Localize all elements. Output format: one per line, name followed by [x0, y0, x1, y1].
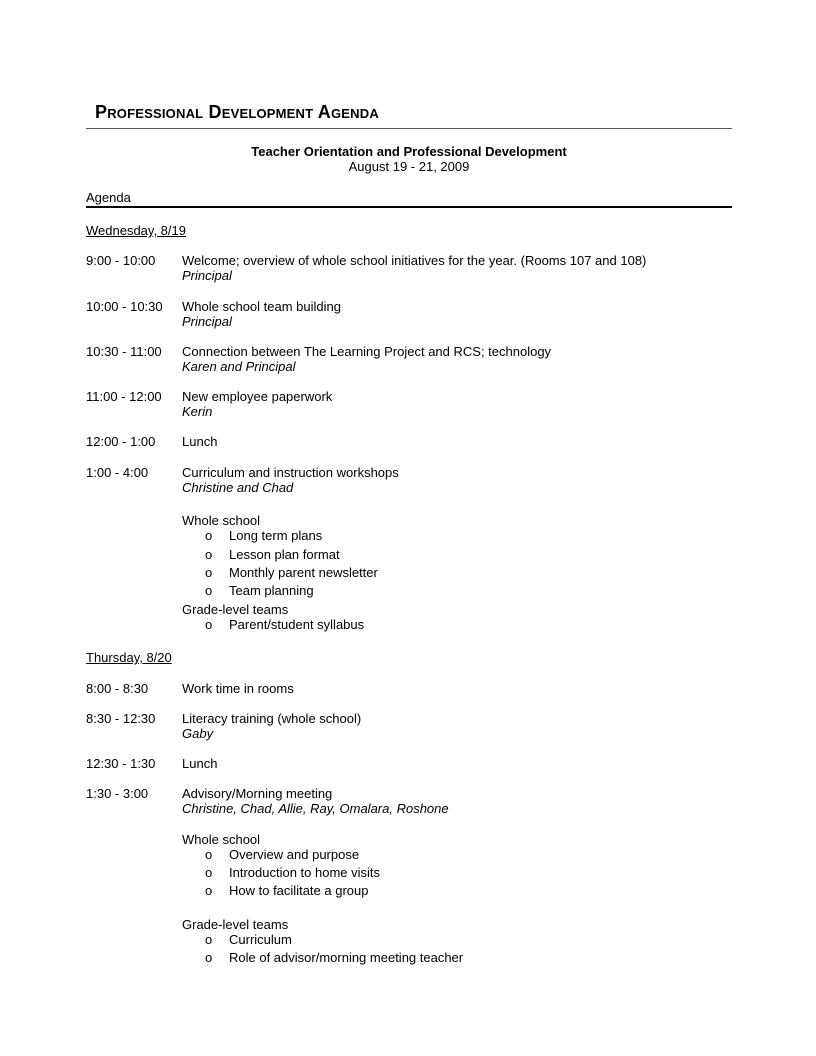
session-presenter: Christine and Chad [182, 480, 294, 495]
bullet-icon: o [205, 883, 213, 898]
list-item-text: Curriculum [229, 932, 292, 947]
session-activity: Advisory/Morning meeting [182, 786, 333, 801]
session-activity: New employee paperwork [182, 389, 333, 404]
group-label: Grade-level teams [182, 602, 289, 617]
list-item-text: Introduction to home visits [229, 865, 381, 880]
list-item-text: Long term plans [229, 528, 323, 543]
list-item [205, 528, 322, 543]
group-label: Grade-level teams [182, 917, 289, 932]
list-item [205, 865, 380, 880]
list-item-text: Team planning [229, 583, 314, 598]
list-item [205, 932, 292, 947]
session-presenter: Principal [182, 268, 232, 283]
list-item-text: Overview and purpose [229, 847, 360, 862]
bullet-icon: o [205, 583, 213, 598]
section-divider [86, 206, 732, 208]
session-activity: Literacy training (whole school) [182, 711, 362, 726]
session-time: 9:00 - 10:00 [86, 253, 156, 268]
session-activity: Curriculum and instruction workshops [182, 465, 399, 480]
session-time: 12:30 - 1:30 [86, 756, 156, 771]
list-item [205, 950, 463, 965]
list-item-text: How to facilitate a group [229, 883, 369, 898]
list-item-text: Monthly parent newsletter [229, 565, 378, 580]
session-activity: Work time in rooms [182, 681, 294, 696]
bullet-icon: o [205, 528, 213, 543]
session-presenter: Christine, Chad, Allie, Ray, Omalara, Roshone [182, 801, 449, 816]
title-divider [86, 128, 732, 129]
list-item-text: Lesson plan format [229, 547, 340, 562]
page-title: Professional Development Agenda [95, 102, 379, 122]
bullet-icon: o [205, 565, 213, 580]
session-presenter: Kerin [182, 404, 213, 419]
session-time: 12:00 - 1:00 [86, 434, 156, 449]
session-time: 8:30 - 12:30 [86, 711, 156, 726]
session-activity: Lunch [182, 756, 218, 771]
list-item [205, 617, 364, 632]
session-presenter: Principal [182, 314, 232, 329]
session-activity: Connection between The Learning Project and RCS; technology [182, 344, 552, 359]
session-time: 1:00 - 4:00 [86, 465, 149, 480]
list-item [205, 547, 340, 562]
list-item [205, 565, 378, 580]
day-heading-thursday: Thursday, 8/20 [86, 650, 172, 665]
bullet-icon: o [205, 847, 213, 862]
session-activity: Welcome; overview of whole school initiatives for the year. (Rooms 107 and 108) [182, 253, 647, 268]
section-label: Agenda [86, 190, 131, 205]
list-item-text: Role of advisor/morning meeting teacher [229, 950, 464, 965]
session-time: 10:00 - 10:30 [86, 299, 163, 314]
group-label: Whole school [182, 832, 261, 847]
session-time: 10:30 - 11:00 [86, 344, 162, 359]
list-item [205, 883, 368, 898]
session-time: 8:00 - 8:30 [86, 681, 149, 696]
group-label: Whole school [182, 513, 261, 528]
list-item [205, 583, 314, 598]
session-presenter: Gaby [182, 726, 214, 741]
bullet-icon: o [205, 865, 213, 880]
agenda-dates: August 19 - 21, 2009 [348, 159, 470, 174]
session-time: 1:30 - 3:00 [86, 786, 149, 801]
list-item [205, 847, 359, 862]
bullet-icon: o [205, 950, 213, 965]
bullet-icon: o [205, 547, 213, 562]
list-item-text: Parent/student syllabus [229, 617, 365, 632]
session-time: 11:00 - 12:00 [86, 389, 162, 404]
bullet-icon: o [205, 617, 213, 632]
session-activity: Lunch [182, 434, 218, 449]
agenda-subtitle: Teacher Orientation and Professional Development [251, 144, 567, 159]
session-presenter: Karen and Principal [182, 359, 296, 374]
session-activity: Whole school team building [182, 299, 341, 314]
day-heading-wednesday: Wednesday, 8/19 [86, 223, 186, 238]
bullet-icon: o [205, 932, 213, 947]
